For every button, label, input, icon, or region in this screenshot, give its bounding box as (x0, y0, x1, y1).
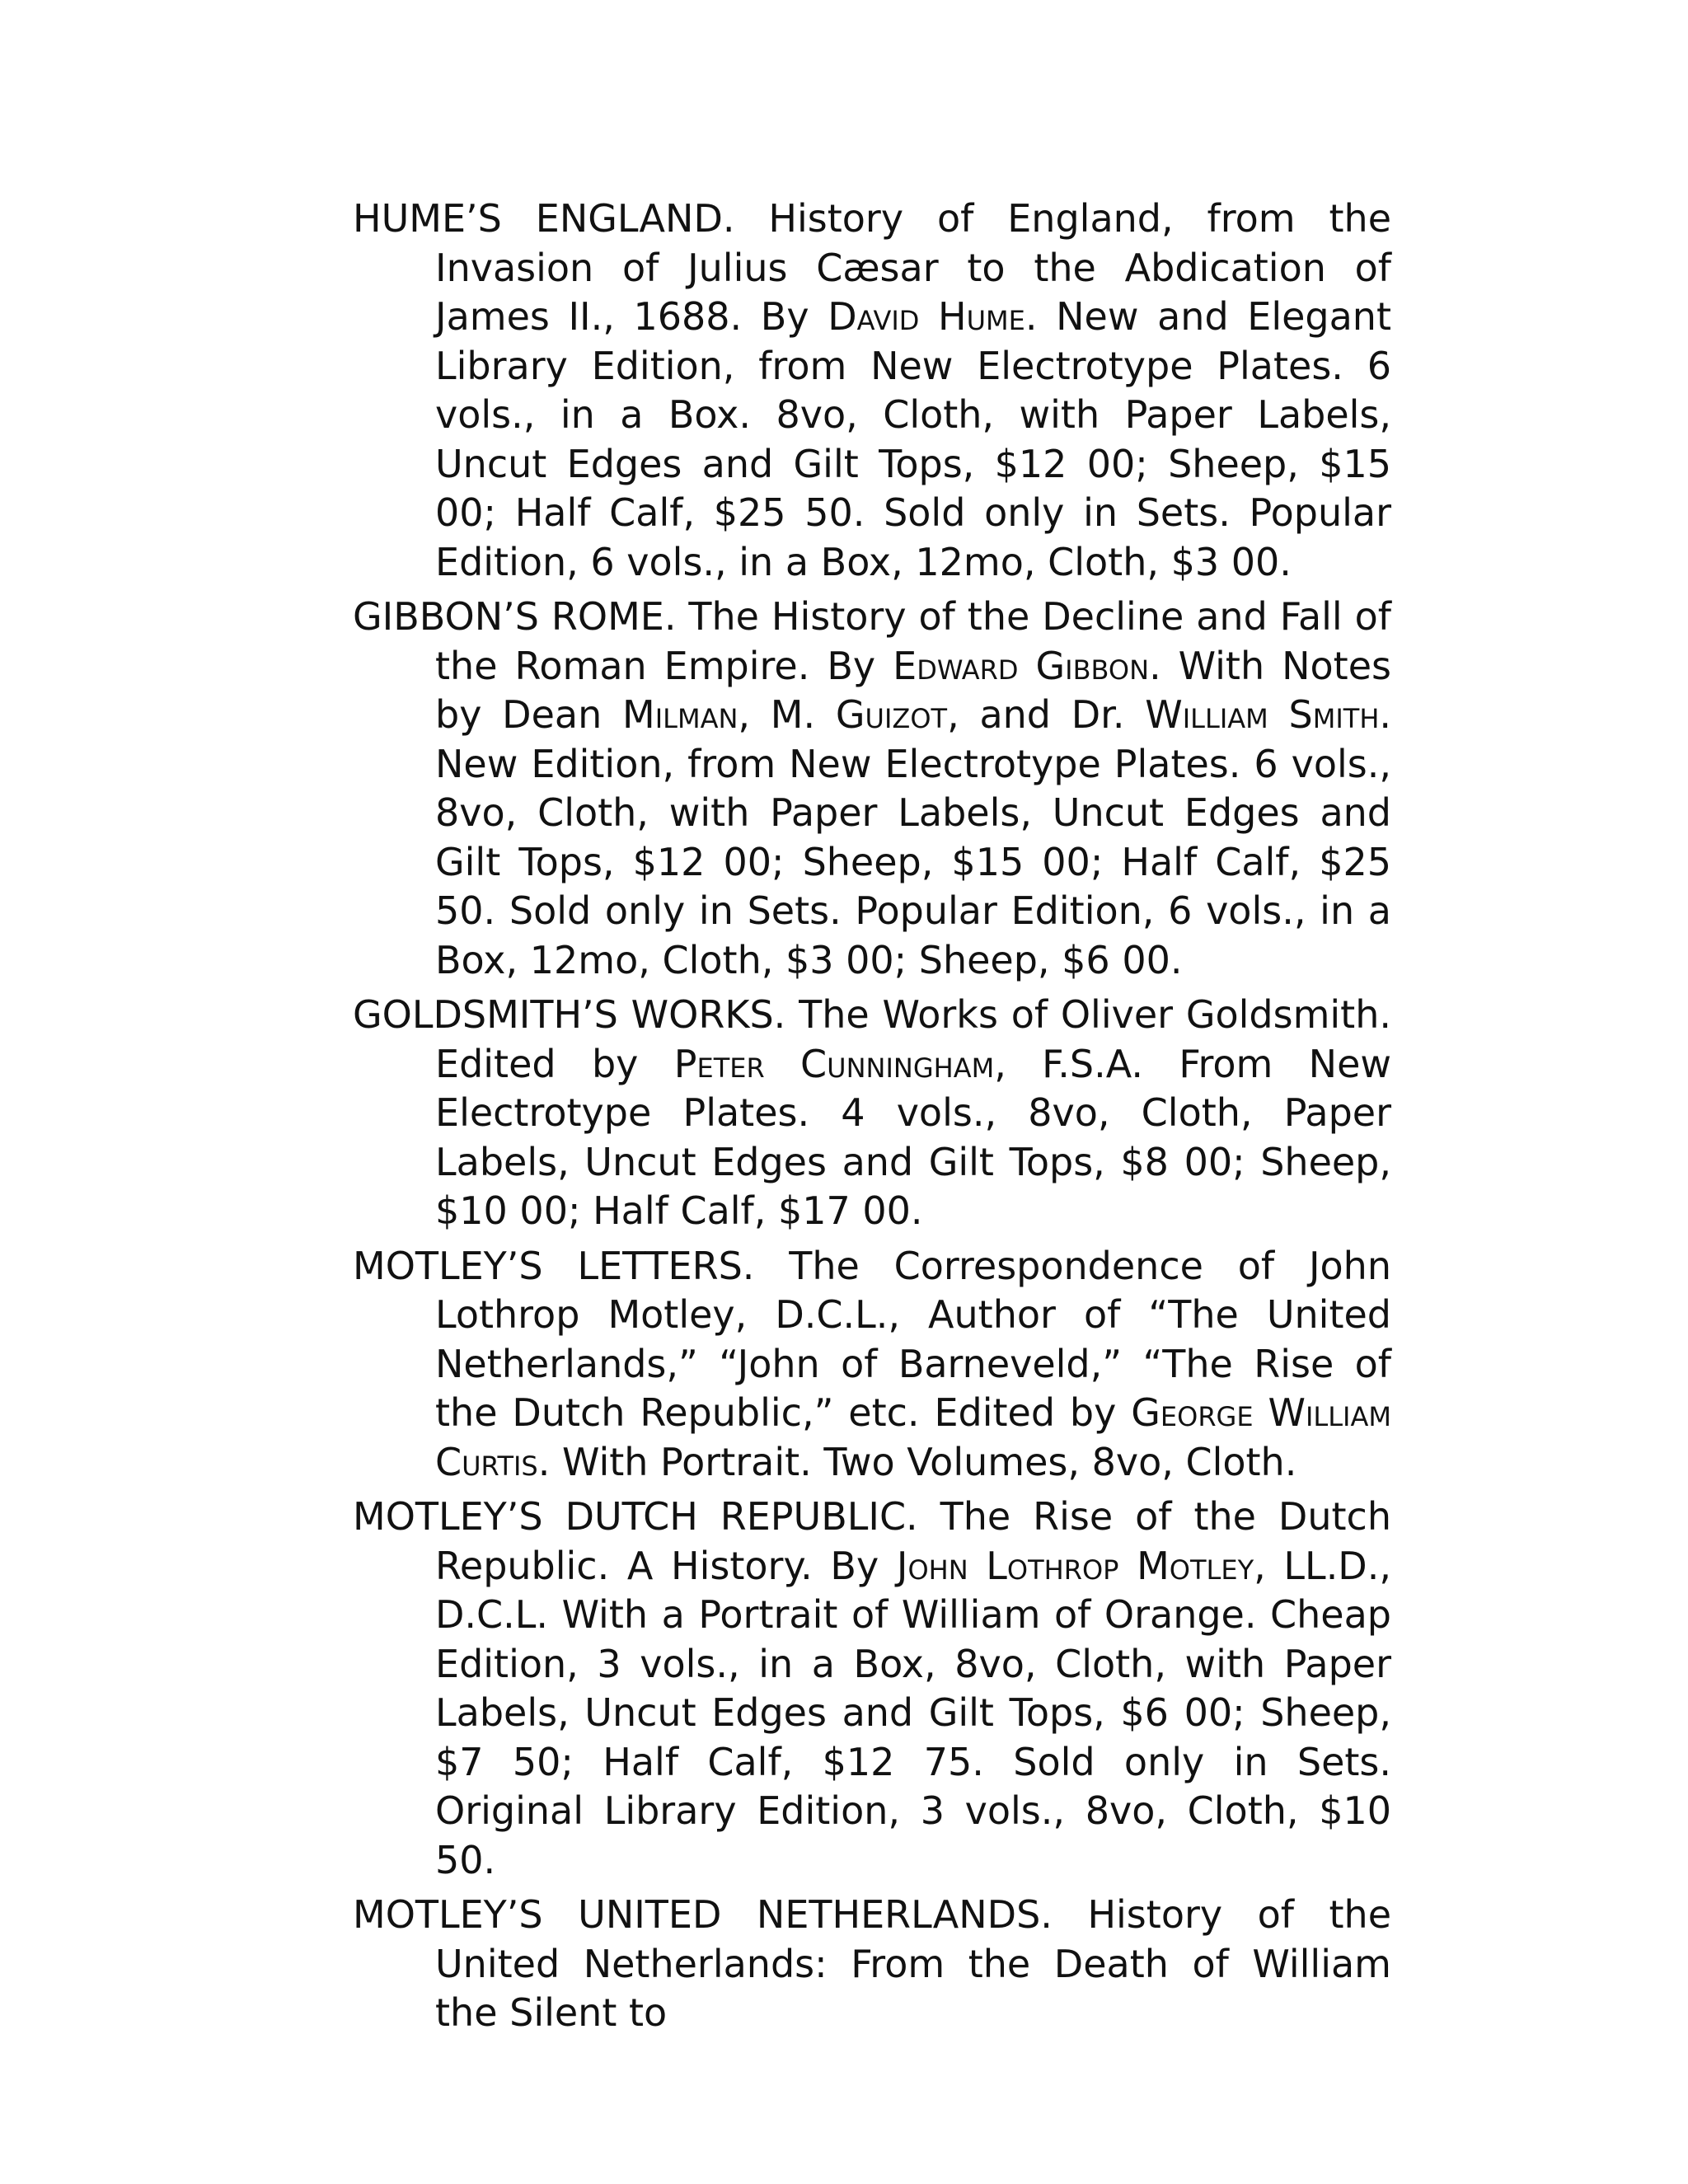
entry-text: , and Dr. (947, 692, 1146, 737)
catalogue-entry-motley-dutch-republic (353, 1493, 1391, 1885)
entry-text: MOTLEY’S DUTCH REPUBLIC. The Rise of the Dutch Republic. A History. By (353, 1494, 1391, 1588)
editor-name: William Smith (1145, 692, 1380, 737)
catalogue-entry-gibbon-rome (353, 593, 1391, 985)
entry-text: MOTLEY’S LETTERS. The Correspondence of John Lothrop Motley, D.C.L., Author of “The United Netherlands,” “John of Barneveld,” “The Rise of the Dutch Republic,” etc. Edited by (353, 1243, 1391, 1435)
editor-name: Peter Cunningham (673, 1041, 995, 1086)
catalogue-entry-motley-united-netherlands (353, 1891, 1391, 2038)
entry-text: . New and Elegant Library Edition, from New Electrotype Plates. 6 vols., in a Box. 8vo, Cloth, with Paper Labels, Uncut Edges and Gilt Tops, $12 00; Sheep, $15 00; Half Calf, $25 50. Sold only in Sets. Popular Edition, 6 vols., in a Box, 12mo, Cloth, $3 00. (435, 294, 1391, 584)
entry-text: GIBBON’S ROME. The History of the Decline and Fall of the Roman Empire. By (353, 594, 1391, 688)
editor-name: Guizot (835, 692, 948, 737)
entry-text: . With Notes by Dean (435, 643, 1391, 737)
catalogue-entry-goldsmith-works (353, 991, 1391, 1236)
entry-text: , M. (738, 692, 836, 737)
catalogue-entry-motley-letters (353, 1242, 1391, 1488)
entry-text: GOLDSMITH’S WORKS. The Works of Oliver Goldsmith. Edited by (353, 992, 1391, 1086)
entry-text: , F.S.A. From New Electrotype Plates. 4 vols., 8vo, Cloth, Paper Labels, Uncut Edges and Gilt Tops, $8 00; Sheep, $10 00; Half Calf, $17 00. (435, 1041, 1391, 1233)
editor-name: Milman (622, 692, 738, 737)
author-name: David Hume (828, 294, 1025, 339)
author-name: John Lothrop Motley (896, 1543, 1254, 1588)
editor-name: George William Curtis (435, 1390, 1391, 1484)
entry-text: . New Edition, from New Electrotype Plates. 6 vols., 8vo, Cloth, with Paper Labels, Uncut Edges and Gilt Tops, $12 00; Sheep, $15 00; Half Calf, $25 50. Sold only in Sets. Popular Edition, 6 vols., in a Box, 12mo, Cloth, $3 00; Sheep, $6 00. (435, 692, 1392, 982)
author-name: Edward Gibbon (893, 643, 1150, 688)
entry-text: . With Portrait. Two Volumes, 8vo, Cloth. (537, 1439, 1297, 1484)
catalogue-entry-hume-england (353, 194, 1391, 587)
catalogue-page (353, 194, 1391, 2044)
entry-text: HUME’S ENGLAND. History of England, from the Invasion of Julius Cæsar to the Abdication of James II., 1688. By (353, 196, 1391, 339)
entry-text: MOTLEY’S UNITED NETHERLANDS. History of the United Netherlands: From the Death of William the Silent to (353, 1892, 1391, 2035)
entry-text: , LL.D., D.C.L. With a Portrait of William of Orange. Cheap Edition, 3 vols., in a Box, 8vo, Cloth, with Paper Labels, Uncut Edges and Gilt Tops, $6 00; Sheep, $7 50; Half Calf, $12 75. Sold only in Sets. Original Library Edition, 3 vols., 8vo, Cloth, $10 50. (435, 1543, 1391, 1882)
